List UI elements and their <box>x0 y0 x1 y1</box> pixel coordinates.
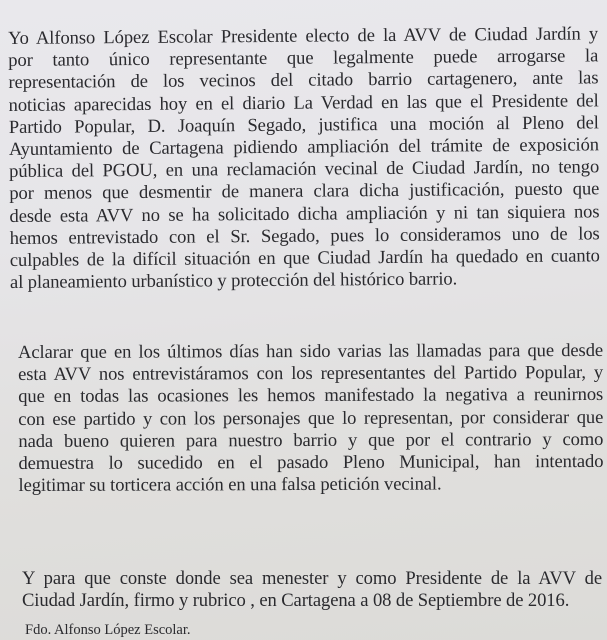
text-line: nada bueno quieren para nuestro barrio y que por el contrario y como <box>18 428 604 452</box>
text-line: desde esta AVV no se ha solicitado dicha ampliación y ni tan siquiera nos <box>9 200 600 227</box>
text-line: pública del PGOU, en una reclamación vecinal de Ciudad Jardín, no tengo <box>9 156 600 183</box>
text-line: Aclarar que en los últimos días han sido varias las llamadas para que desde <box>18 339 604 363</box>
text-line: Ayuntamiento de Cartagena pidiendo ampliación del trámite de exposición <box>8 134 600 161</box>
text-line: que en todas las ocasiones les hemos manifestado la negativa a reunirnos <box>18 384 604 408</box>
text-line: Y para que conste donde sea menester y como Presidente de la AVV de <box>22 568 602 589</box>
text-line: al planeamiento urbanístico y protección del histórico barrio. <box>9 268 458 294</box>
signature: Fdo. Alfonso López Escolar. <box>25 622 191 638</box>
text-line: esta AVV nos entrevistáramos con los representantes del Partido Popular, y <box>18 362 604 386</box>
paragraph-closing <box>22 568 602 612</box>
text-line: Partido Popular, D. Joaquín Segado, justifica una moción al Pleno del <box>8 112 599 138</box>
text-line: con ese partido y con los personajes que lo representan, por considerar que <box>18 406 604 430</box>
text-line: Ciudad Jardín, firmo y rubrico , en Cartagena a 08 de Septiembre de 2016. <box>22 590 570 612</box>
text-line: por tanto único representante que legalmente puede arrogarse la <box>8 45 599 72</box>
text-line: por menos que desmentir de manera clara dicha justificación, puesto que <box>9 178 600 205</box>
text-line: noticias aparecidas hoy en el diario La Verdad en las que el Presidente del <box>8 89 599 116</box>
paragraph-statement <box>8 23 600 294</box>
paragraph-clarification <box>18 340 604 497</box>
text-line: demuestra lo sucedido en el pasado Pleno Municipal, han intentado <box>18 450 604 475</box>
text-line: hemos entrevistado con el Sr. Segado, pues lo consideramos uno de los <box>9 223 600 249</box>
text-line: culpables de la difícil situación en que Ciudad Jardín ha quedado en cuanto <box>9 245 600 272</box>
text-line: Yo Alfonso López Escolar Presidente electo de la AVV de Ciudad Jardín y <box>8 23 599 49</box>
text-line: legitimar su torticera acción en una falsa petición vecinal. <box>18 473 442 497</box>
text-line: representación de los vecinos del citado barrio cartagenero, ante las <box>8 67 599 94</box>
